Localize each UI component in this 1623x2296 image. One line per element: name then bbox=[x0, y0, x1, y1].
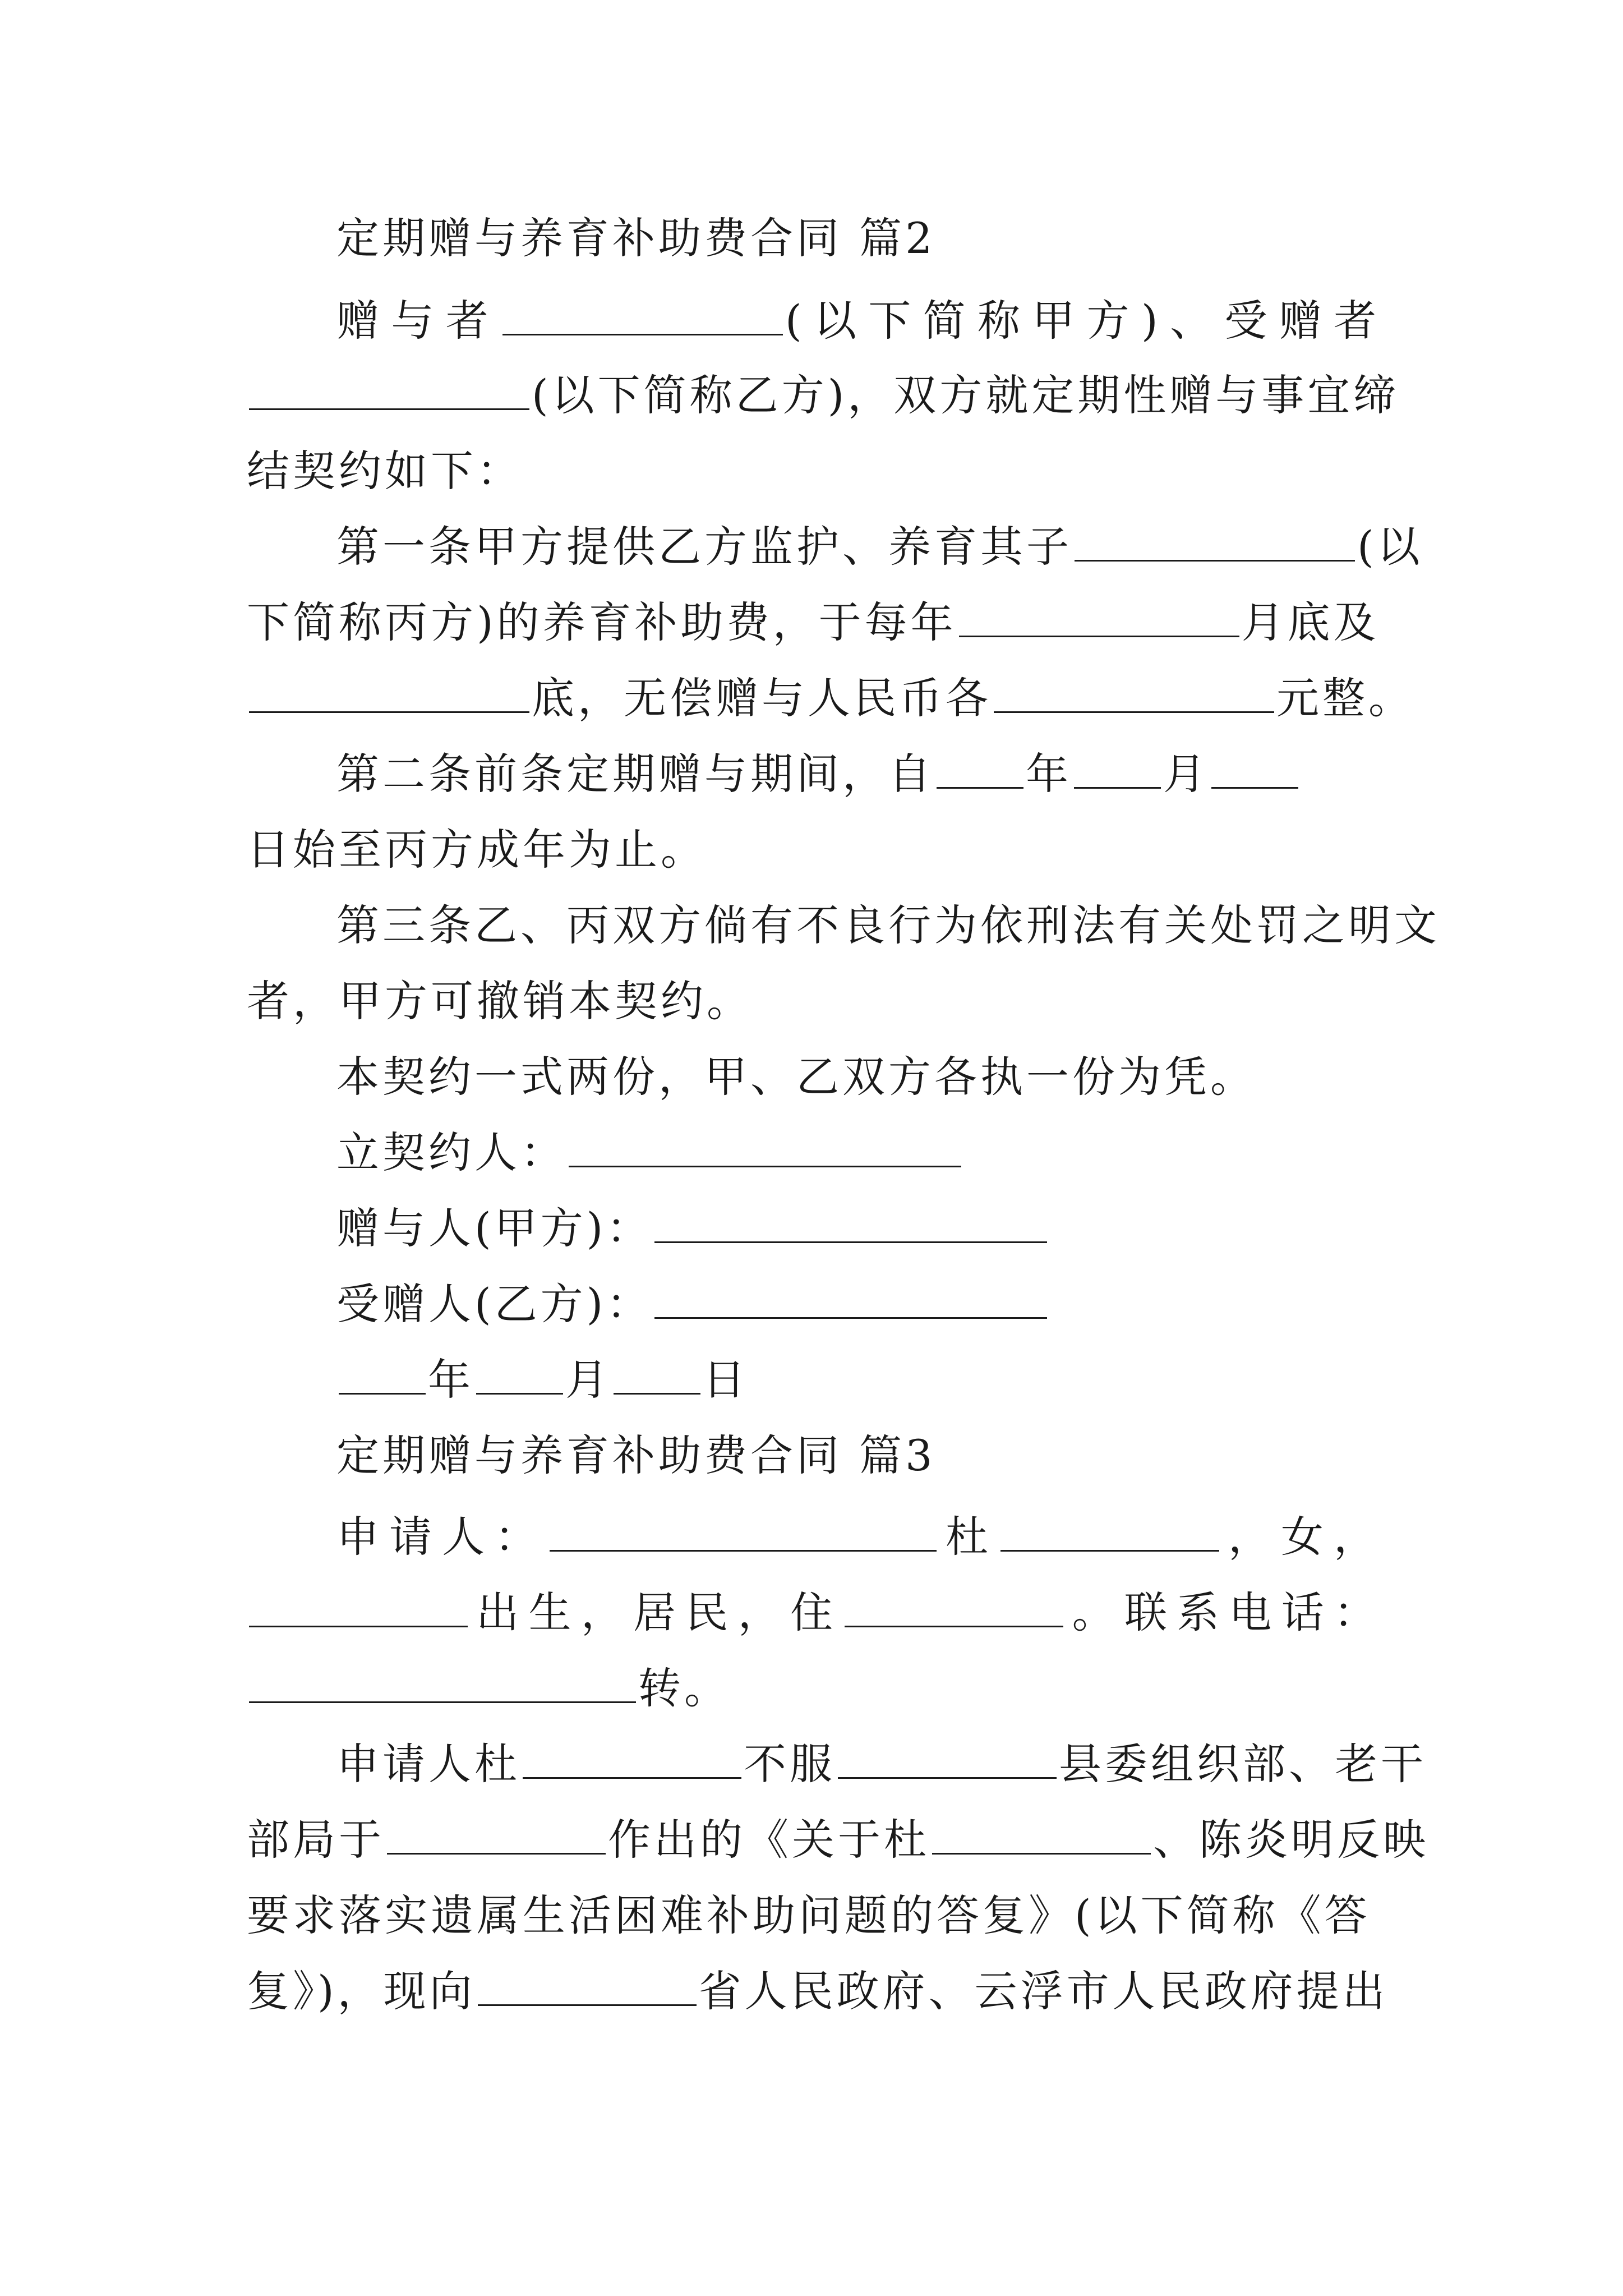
start-day-blank[interactable] bbox=[1211, 748, 1298, 789]
signing-date: 年 月 日 bbox=[336, 1352, 1380, 1408]
article-1-line-1: 第一条甲方提供乙方监护、养育其子 (以 bbox=[336, 522, 1423, 572]
section-2-title: 定期赠与养育补助费合同 篇2 bbox=[336, 213, 936, 263]
parties-line-3: 结契约如下： bbox=[247, 446, 523, 496]
petition-line-3: 要求落实遗属生活困难补助问题的答复》(以下简称《答 bbox=[247, 1890, 1371, 1940]
address-blank[interactable] bbox=[845, 1586, 1063, 1627]
signature-donor: 赠与人(甲方)： bbox=[336, 1200, 1380, 1257]
applicant-name-blank[interactable] bbox=[550, 1511, 937, 1552]
start-year-blank[interactable] bbox=[937, 748, 1023, 789]
sign-month-blank[interactable] bbox=[476, 1354, 563, 1395]
petition-line-2: 部局于 作出的《关于杜 、陈炎明反映 bbox=[247, 1815, 1429, 1865]
article-2-line-2: 日始至丙方成年为止。 bbox=[247, 825, 707, 875]
donee-signature-blank[interactable] bbox=[654, 1278, 1047, 1319]
sign-day-blank[interactable] bbox=[614, 1354, 700, 1395]
reply-date-blank[interactable] bbox=[387, 1814, 606, 1855]
phone-blank[interactable] bbox=[249, 1662, 636, 1703]
article-3-line-1: 第三条乙、丙双方倘有不良行为依刑法有关处罚之明文 bbox=[336, 900, 1440, 950]
copies-clause: 本契约一式两份，甲、乙双方各执一份为凭。 bbox=[336, 1052, 1256, 1102]
parties-line-2: (以下简称乙方)，双方就定期性赠与事宜缔 bbox=[247, 367, 1380, 424]
child-name-blank[interactable] bbox=[1075, 521, 1355, 562]
applicant-given-name-blank-2[interactable] bbox=[523, 1738, 741, 1779]
subject-name-blank[interactable] bbox=[932, 1814, 1151, 1855]
applicant-given-name-blank[interactable] bbox=[1000, 1511, 1219, 1552]
start-month-blank[interactable] bbox=[1074, 748, 1161, 789]
birth-date-blank[interactable] bbox=[249, 1586, 468, 1627]
petition-line-4: 复》)，现向 省人民政府、云浮市人民政府提出 bbox=[247, 1966, 1389, 2016]
donor-signature-blank[interactable] bbox=[654, 1202, 1047, 1243]
month-blank[interactable] bbox=[959, 596, 1239, 637]
donee-name-blank[interactable] bbox=[249, 369, 529, 410]
signature-donee: 受赠人(乙方)： bbox=[336, 1276, 1380, 1332]
month-end-blank[interactable] bbox=[249, 672, 529, 713]
applicant-line-3: 转。 bbox=[247, 1660, 1380, 1717]
article-2-line-1: 第二条前条定期赠与期间，自 年 月 bbox=[336, 746, 1380, 802]
article-1-line-2: 下简称丙方)的养育补助费，于每年 月底及 bbox=[247, 597, 1380, 647]
applicant-line-2: 出生，居民，住 。联系电话： bbox=[247, 1585, 1380, 1641]
amount-blank[interactable] bbox=[994, 672, 1274, 713]
parties-line-1: 赠与者 (以下简称甲方)、受赠者 bbox=[336, 296, 1380, 346]
donor-name-blank[interactable] bbox=[502, 295, 783, 335]
signature-contractor: 立契约人： bbox=[336, 1125, 1380, 1181]
article-3-line-2: 者，甲方可撤销本契约。 bbox=[247, 976, 753, 1026]
article-1-line-3: 底，无偿赠与人民币各 元整。 bbox=[247, 670, 1380, 726]
section-3-title: 定期赠与养育补助费合同 篇3 bbox=[336, 1430, 936, 1480]
county-blank[interactable] bbox=[838, 1738, 1057, 1779]
contractor-signature-blank[interactable] bbox=[569, 1126, 961, 1167]
sign-year-blank[interactable] bbox=[339, 1354, 426, 1395]
province-blank[interactable] bbox=[478, 1965, 697, 2006]
applicant-line-1: 申请人： 杜 ，女， bbox=[336, 1512, 1380, 1562]
petition-line-1: 申请人杜 不服 县委组织部、老干 bbox=[336, 1739, 1427, 1789]
